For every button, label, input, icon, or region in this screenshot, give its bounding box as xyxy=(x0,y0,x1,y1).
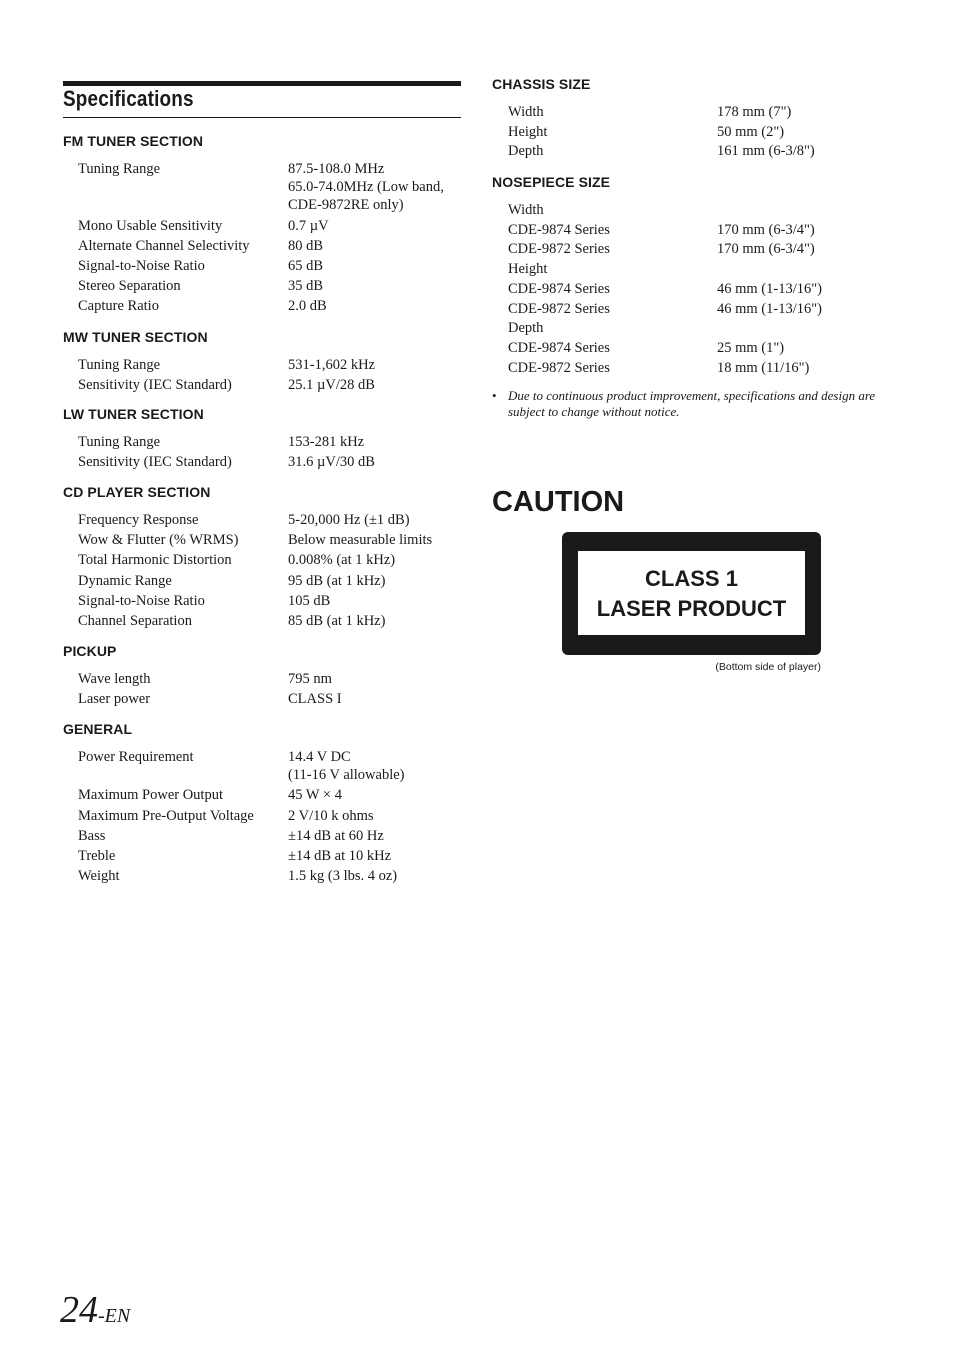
spec-value: 170 mm (6-3/4") xyxy=(717,221,815,238)
spec-value: 178 mm (7") xyxy=(717,104,792,120)
spec-value: 31.6 µV/30 dB xyxy=(288,454,375,471)
spec-label: Width xyxy=(508,104,544,120)
spec-label: Sensitivity (IEC Standard) xyxy=(78,377,232,394)
laser-product-text: LASER PRODUCT xyxy=(596,596,787,621)
page-number-value: 24 xyxy=(60,1289,98,1331)
spec-label: Depth xyxy=(508,320,544,337)
spec-value: 1.5 kg (3 lbs. 4 oz) xyxy=(288,868,398,885)
spec-value: 85 dB (at 1 kHz) xyxy=(288,613,386,629)
spec-value: 153-281 kHz xyxy=(288,434,365,450)
spec-value: ±14 dB at 10 kHz xyxy=(288,848,392,864)
spec-label: Bass xyxy=(78,827,106,844)
note-bullet: • xyxy=(492,388,497,403)
spec-label: Tuning Range xyxy=(78,434,161,450)
section-heading-nosepiece: NOSEPIECE SIZE xyxy=(492,174,611,190)
spec-value: 170 mm (6-3/4") xyxy=(717,241,815,258)
spec-label: CDE-9872 Series xyxy=(508,359,610,376)
spec-value: CDE-9872RE only) xyxy=(288,197,404,214)
spec-label: Tuning Range xyxy=(78,357,161,373)
section-heading-fm: FM TUNER SECTION xyxy=(63,133,204,149)
spec-value: CLASS I xyxy=(288,691,342,708)
spec-label: Power Requirement xyxy=(78,749,194,765)
spec-value: 46 mm (1-13/16") xyxy=(717,280,822,297)
section-heading-pickup: PICKUP xyxy=(63,643,117,659)
spec-label: Depth xyxy=(508,143,544,160)
caution-title: CAUTION xyxy=(492,486,625,518)
spec-label: Capture Ratio xyxy=(78,298,159,315)
spec-value: 2.0 dB xyxy=(288,298,327,315)
spec-value: Below measurable limits xyxy=(288,532,433,549)
spec-label: Wow & Flutter (% WRMS) xyxy=(78,532,239,549)
spec-label: Laser power xyxy=(78,691,151,708)
spec-value: 65 dB xyxy=(288,258,324,274)
spec-label: Tuning Range xyxy=(78,161,161,177)
spec-label: CDE-9874 Series xyxy=(508,221,610,238)
spec-value: (11-16 V allowable) xyxy=(288,767,405,784)
spec-value: 5-20,000 Hz (±1 dB) xyxy=(288,512,410,528)
spec-value: 2 V/10 k ohms xyxy=(288,807,374,824)
spec-value: 105 dB xyxy=(288,592,331,609)
spec-label: Width xyxy=(508,202,544,218)
page-number xyxy=(60,1288,130,1332)
spec-value: 87.5-108.0 MHz xyxy=(288,161,385,177)
spec-value: 95 dB (at 1 kHz) xyxy=(288,572,386,589)
spec-label: Treble xyxy=(78,848,116,864)
section-heading-chassis: CHASSIS SIZE xyxy=(492,76,591,92)
spec-value: 50 mm (2") xyxy=(717,123,785,140)
section-heading-cd: CD PLAYER SECTION xyxy=(63,484,211,500)
spec-value: 25.1 µV/28 dB xyxy=(288,377,375,394)
spec-value: 14.4 V DC xyxy=(288,749,351,765)
spec-value: 0.008% (at 1 kHz) xyxy=(288,552,396,569)
spec-label: CDE-9874 Series xyxy=(508,280,610,297)
spec-label: CDE-9874 Series xyxy=(508,339,610,356)
laser-product-label xyxy=(562,532,821,655)
spec-label: Height xyxy=(508,261,548,278)
spec-label: Total Harmonic Distortion xyxy=(78,552,232,569)
spec-label: Sensitivity (IEC Standard) xyxy=(78,454,232,471)
laser-label-caption: (Bottom side of player) xyxy=(715,661,821,673)
page-number-suffix: -EN xyxy=(98,1305,131,1327)
spec-label: Wave length xyxy=(78,671,151,687)
spec-value: 161 mm (6-3/8") xyxy=(717,143,815,160)
spec-label: Maximum Power Output xyxy=(78,787,223,804)
spec-label: Dynamic Range xyxy=(78,572,172,589)
spec-value: 35 dB xyxy=(288,278,324,295)
spec-value: 65.0-74.0MHz (Low band, xyxy=(288,179,444,196)
spec-label: Maximum Pre-Output Voltage xyxy=(78,807,254,824)
section-heading-mw: MW TUNER SECTION xyxy=(63,329,208,345)
spec-label: Alternate Channel Selectivity xyxy=(78,237,250,254)
spec-value: 46 mm (1-13/16") xyxy=(717,300,822,317)
spec-value: 18 mm (11/16") xyxy=(717,359,810,376)
spec-label: Signal-to-Noise Ratio xyxy=(78,258,205,274)
laser-class-text: CLASS 1 xyxy=(645,566,738,591)
spec-value: 531-1,602 kHz xyxy=(288,357,375,373)
page-title: Specifications xyxy=(63,86,194,111)
section-heading-lw: LW TUNER SECTION xyxy=(63,406,204,422)
laser-label-inner xyxy=(578,551,805,635)
spec-label: Frequency Response xyxy=(78,512,199,528)
spec-label: Mono Usable Sensitivity xyxy=(78,217,223,234)
spec-label: CDE-9872 Series xyxy=(508,300,610,317)
spec-label: Channel Separation xyxy=(78,613,192,629)
spec-value: 45 W × 4 xyxy=(288,787,342,804)
spec-label: Stereo Separation xyxy=(78,278,181,295)
spec-value: 0.7 µV xyxy=(288,217,329,234)
note-text: Due to continuous product improvement, specifications and design are subject to change without notice. xyxy=(508,388,876,419)
spec-label: Height xyxy=(508,123,548,140)
section-heading-general: GENERAL xyxy=(63,721,133,737)
spec-label: Weight xyxy=(78,868,120,885)
title-underline xyxy=(63,117,461,118)
spec-label: Signal-to-Noise Ratio xyxy=(78,592,205,609)
spec-value: 25 mm (1") xyxy=(717,339,785,356)
spec-value: 795 nm xyxy=(288,671,332,687)
spec-value: ±14 dB at 60 Hz xyxy=(288,827,384,844)
spec-value: 80 dB xyxy=(288,237,324,254)
spec-label: CDE-9872 Series xyxy=(508,241,610,258)
